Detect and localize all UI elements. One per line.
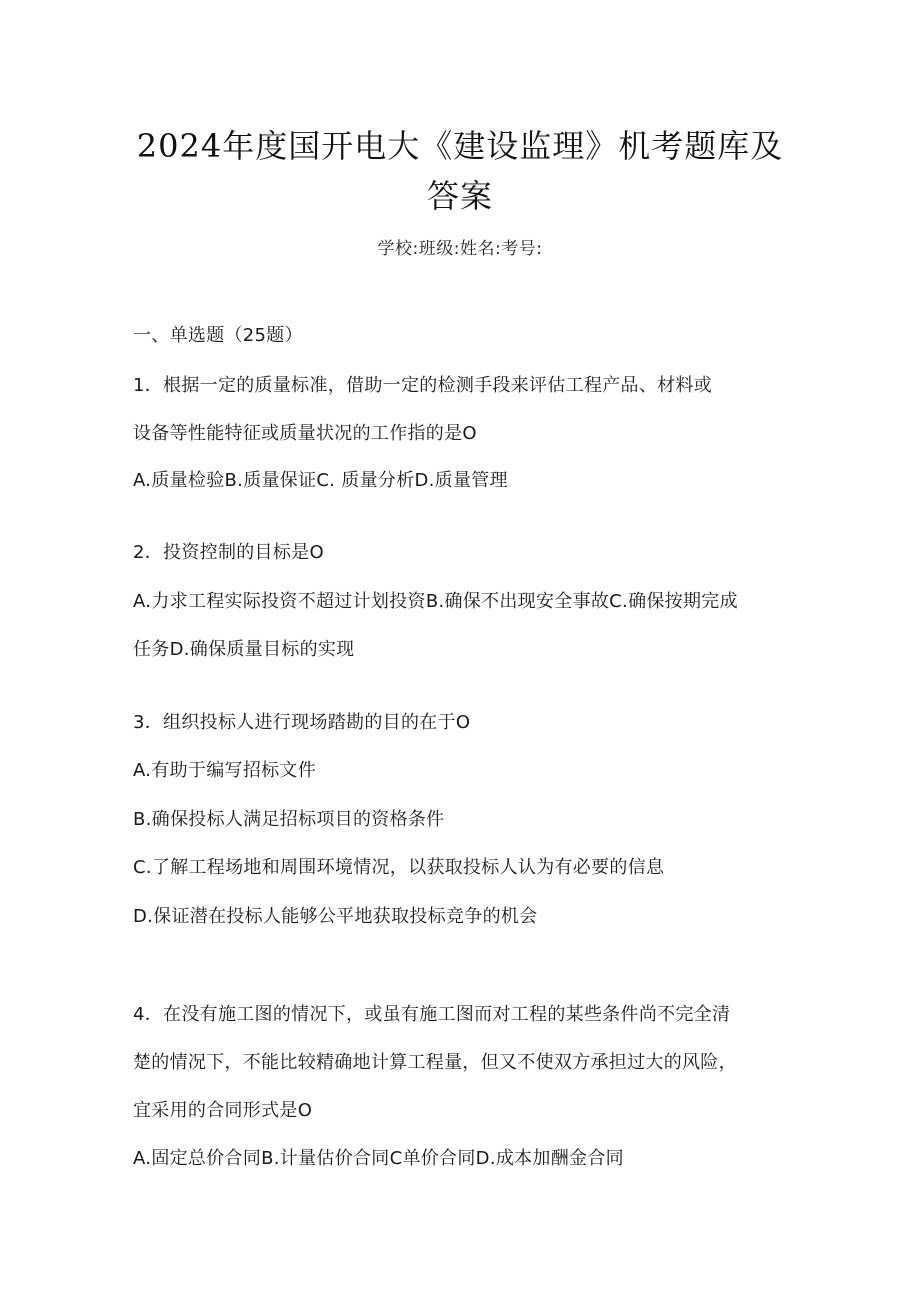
document-title-line-2: 答案 xyxy=(426,177,493,215)
question-4-options: A.固定总价合同B.计量估价合同C单价合同D.成本加酬金合同 xyxy=(133,1148,624,1169)
question-4-text-line-2: 楚的情况下，不能比较精确地计算工程量，但又不使双方承担过大的风险， xyxy=(133,1052,737,1073)
question-3-text: 3．组织投标人进行现场踏勘的目的在于O xyxy=(133,712,471,733)
question-1-text-line-2: 设备等性能特征或质量状况的工作指的是O xyxy=(133,423,477,444)
question-1-text-line-1: 1．根据一定的质量标准，借助一定的检测手段来评估工程产品、材料或 xyxy=(133,375,713,396)
question-3-option-a: A.有助于编写招标文件 xyxy=(133,760,317,781)
student-info-line: 学校:班级:姓名:考号: xyxy=(377,239,543,259)
question-4-text-line-1: 4．在没有施工图的情况下，或虽有施工图而对工程的某些条件尚不完全清 xyxy=(133,1004,731,1025)
question-1-options: A.质量检验B.质量保证C. 质量分析D.质量管理 xyxy=(133,470,508,491)
question-4-text-line-3: 宜采用的合同形式是O xyxy=(133,1100,313,1121)
document-title-line-1: 2024年度国开电大《建设监理》机考题库及 xyxy=(136,127,784,165)
question-2-text: 2．投资控制的目标是O xyxy=(133,542,324,563)
question-2-options-line-1: A.力求工程实际投资不超过计划投资B.确保不出现安全事故C.确保按期完成 xyxy=(133,591,738,612)
section-heading: 一、单选题（25题） xyxy=(133,325,303,346)
question-3-option-c: C.了解工程场地和周围环境情况，以获取投标人认为有必要的信息 xyxy=(133,857,665,878)
question-2-options-line-2: 任务D.确保质量目标的实现 xyxy=(133,639,355,660)
question-3-option-b: B.确保投标人满足招标项目的资格条件 xyxy=(133,809,445,830)
question-3-option-d: D.保证潜在投标人能够公平地获取投标竞争的机会 xyxy=(133,906,538,927)
